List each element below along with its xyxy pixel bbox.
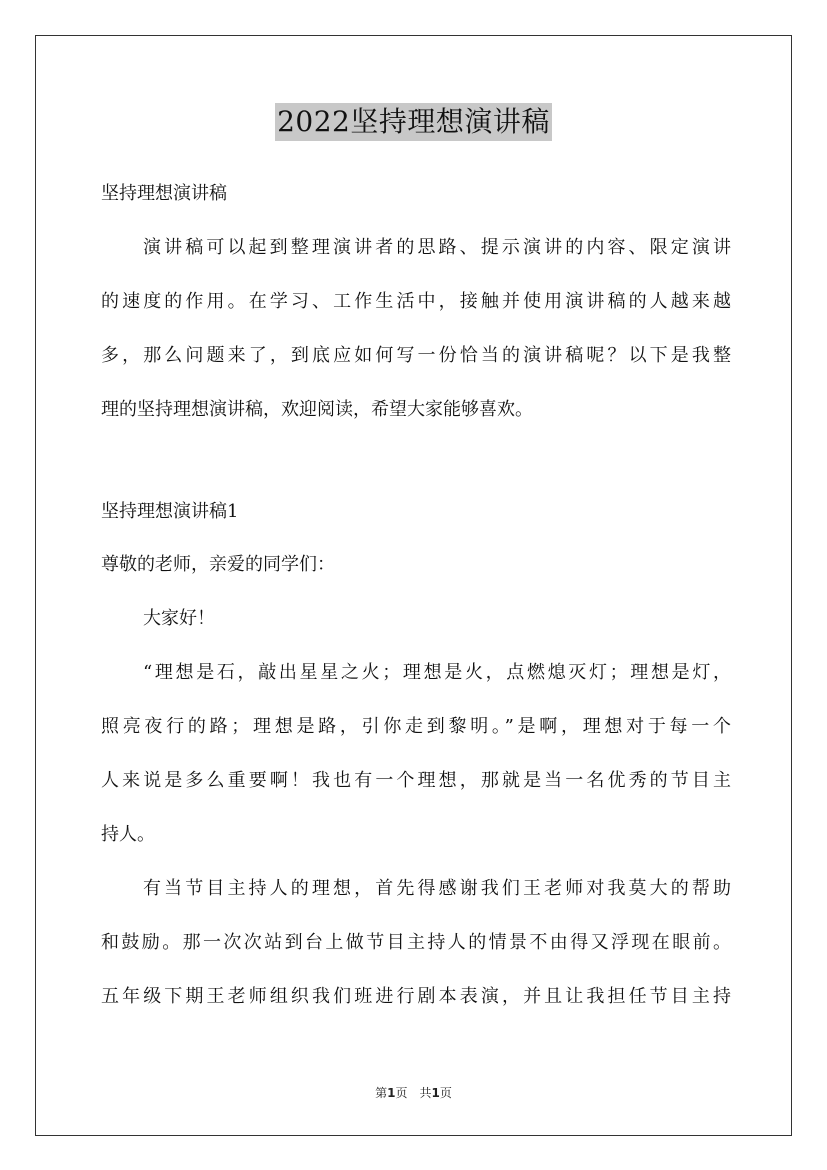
para1-line-1: “理想是石，敲出星星之火；理想是火，点燃熄灭灯；理想是灯， <box>143 662 731 683</box>
para2-line-2: 和鼓励。那一次次站到台上做节目主持人的情景不由得又浮现在眼前。 <box>101 932 731 953</box>
intro-line-1: 演讲稿可以起到整理演讲者的思路、提示演讲的内容、限定演讲 <box>143 237 731 258</box>
footer-page-suffix: 页 <box>439 1086 452 1100</box>
document-subtitle: 坚持理想演讲稿 <box>101 183 227 204</box>
para1-line-4: 持人。 <box>101 824 155 845</box>
title-wrap <box>0 103 827 141</box>
intro-line-2: 的速度的作用。在学习、工作生活中，接触并使用演讲稿的人越来越 <box>101 291 731 312</box>
footer-page-total: 1 <box>431 1086 440 1100</box>
para2-line-3: 五年级下期王老师组织我们班进行剧本表演，并且让我担任节目主持 <box>101 986 731 1007</box>
footer-page-prefix: 第 <box>375 1086 388 1100</box>
greeting: 大家好！ <box>143 608 215 629</box>
para2-line-1: 有当节目主持人的理想，首先得感谢我们王老师对我莫大的帮助 <box>143 878 731 899</box>
para1-line-2: 照亮夜行的路；理想是路，引你走到黎明。”是啊，理想对于每一个 <box>101 716 731 737</box>
document-title: 2022坚持理想演讲稿 <box>275 103 552 141</box>
para1-line-3: 人来说是多么重要啊！我也有一个理想，那就是当一名优秀的节目主 <box>101 770 731 791</box>
page-footer <box>0 1084 827 1101</box>
footer-page-current: 1 <box>387 1086 396 1100</box>
section1-heading: 坚持理想演讲稿1 <box>101 501 239 522</box>
intro-line-3: 多，那么问题来了，到底应如何写一份恰当的演讲稿呢？以下是我整 <box>101 345 731 366</box>
intro-line-4: 理的坚持理想演讲稿，欢迎阅读，希望大家能够喜欢。 <box>101 399 533 420</box>
document-body <box>101 172 731 1019</box>
footer-page-mid: 页 共 <box>395 1086 432 1100</box>
salutation: 尊敬的老师，亲爱的同学们： <box>101 554 335 575</box>
